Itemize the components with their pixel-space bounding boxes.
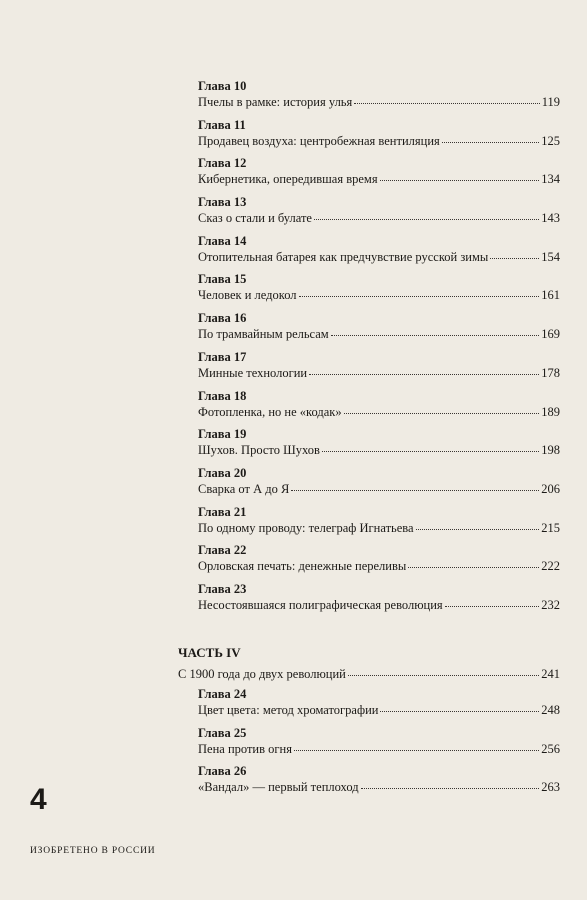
chapter-title: Сварка от А до Я <box>198 481 290 496</box>
dot-leader <box>442 142 539 143</box>
chapter-label: Глава 14 <box>198 233 247 248</box>
toc-entry <box>198 234 560 273</box>
dot-leader <box>408 567 539 568</box>
chapter-label: Глава 16 <box>198 311 247 326</box>
part-title: ЧАСТЬ IV <box>178 645 241 660</box>
chapter-title: Человек и ледокол <box>198 288 297 303</box>
toc-entry <box>198 350 560 389</box>
page-number: 4 <box>30 783 47 816</box>
chapter-line <box>198 250 560 267</box>
chapter-line <box>198 703 560 720</box>
toc-entry <box>198 79 560 118</box>
chapter-line <box>198 134 560 151</box>
chapter-page: 222 <box>541 559 560 574</box>
part-chapters <box>198 687 560 803</box>
chapter-page: 154 <box>541 249 560 264</box>
toc-entry <box>198 726 560 765</box>
chapter-page: 263 <box>541 780 560 795</box>
toc-entry <box>198 118 560 157</box>
chapter-page: 189 <box>541 404 560 419</box>
part-section <box>178 645 560 687</box>
chapter-title: Несостоявшаяся полиграфическая революция <box>198 597 443 612</box>
chapter-line <box>198 95 560 112</box>
toc-entry <box>198 156 560 195</box>
chapter-label: Глава 23 <box>198 581 247 596</box>
chapter-label: Глава 10 <box>198 79 247 93</box>
chapter-line <box>198 366 560 383</box>
chapter-label: Глава 15 <box>198 272 247 287</box>
chapter-line <box>198 327 560 344</box>
chapter-page: 178 <box>541 365 560 380</box>
chapter-title: Минные технологии <box>198 365 308 380</box>
chapter-line <box>198 521 560 538</box>
toc-entry <box>198 389 560 428</box>
chapter-title: Пена против огня <box>198 741 292 756</box>
chapter-line <box>198 482 560 499</box>
chapter-label: Глава 20 <box>198 465 247 480</box>
chapter-title: Орловская печать: денежные переливы <box>198 559 407 574</box>
dot-leader <box>291 490 539 491</box>
dot-leader <box>490 258 539 259</box>
dot-leader <box>344 413 540 414</box>
toc-entry <box>198 543 560 582</box>
chapter-label: Глава 22 <box>198 543 247 558</box>
chapter-line <box>198 598 560 615</box>
chapter-title: Шухов. Просто Шухов <box>198 443 320 458</box>
chapter-line <box>198 559 560 576</box>
chapter-page: 143 <box>541 211 560 226</box>
dot-leader <box>354 103 539 104</box>
chapter-title: По одному проводу: телеграф Игнатьева <box>198 520 414 535</box>
chapter-page: 206 <box>541 481 560 496</box>
chapter-line <box>198 211 560 228</box>
dot-leader <box>416 529 540 530</box>
chapter-title: «Вандал» — первый теплоход <box>198 780 359 795</box>
chapter-page: 215 <box>541 520 560 535</box>
chapter-page: 134 <box>541 172 560 187</box>
chapter-label: Глава 21 <box>198 504 247 519</box>
chapter-line <box>198 405 560 422</box>
chapter-label: Глава 25 <box>198 725 247 740</box>
chapter-label: Глава 19 <box>198 427 247 442</box>
dot-leader <box>322 451 539 452</box>
toc-entry <box>198 311 560 350</box>
toc-entry <box>198 582 560 621</box>
chapter-page: 125 <box>541 133 560 148</box>
dot-leader <box>380 711 539 712</box>
chapter-line <box>198 288 560 305</box>
dot-leader <box>309 374 539 375</box>
chapter-page: 232 <box>541 597 560 612</box>
dot-leader <box>294 750 539 751</box>
chapter-title: Продавец воздуха: центробежная вентиляция <box>198 133 440 148</box>
part-subtitle: С 1900 года до двух революций <box>178 667 346 681</box>
chapter-title: По трамвайным рельсам <box>198 327 329 342</box>
chapter-page: 161 <box>541 288 560 303</box>
chapter-title: Фотопленка, но не «кодак» <box>198 404 342 419</box>
chapter-title: Отопительная батарея как предчувствие русской зимы <box>198 249 489 264</box>
chapter-page: 198 <box>541 443 560 458</box>
dot-leader <box>331 335 540 336</box>
chapter-page: 169 <box>541 327 560 342</box>
chapter-label: Глава 18 <box>198 388 247 403</box>
dot-leader <box>361 788 540 789</box>
toc-entry <box>198 272 560 311</box>
chapter-label: Глава 12 <box>198 156 247 171</box>
chapter-page: 256 <box>541 741 560 756</box>
chapter-title: Кибернетика, опередившая время <box>198 172 378 187</box>
chapter-label: Глава 24 <box>198 687 247 701</box>
dot-leader <box>445 606 540 607</box>
chapter-line <box>198 443 560 460</box>
toc-entry <box>198 505 560 544</box>
table-of-contents <box>198 79 560 621</box>
dot-leader <box>299 296 540 297</box>
chapter-label: Глава 17 <box>198 349 247 364</box>
chapter-title: Цвет цвета: метод хроматографии <box>198 703 379 717</box>
chapter-line <box>198 172 560 189</box>
toc-entry <box>198 195 560 234</box>
running-footer: ИЗОБРЕТЕНО В РОССИИ <box>30 846 156 856</box>
part-line <box>178 667 560 687</box>
chapter-line <box>198 742 560 759</box>
chapter-label: Глава 13 <box>198 195 247 210</box>
chapter-label: Глава 11 <box>198 117 246 132</box>
part-page: 241 <box>541 667 560 681</box>
dot-leader <box>380 180 540 181</box>
toc-entry <box>198 687 560 726</box>
chapter-label: Глава 26 <box>198 764 247 779</box>
chapter-title: Сказ о стали и булате <box>198 211 312 226</box>
chapter-page: 248 <box>541 703 560 717</box>
dot-leader <box>314 219 539 220</box>
chapter-page: 119 <box>541 95 560 109</box>
toc-entry <box>198 764 560 803</box>
toc-entry <box>198 466 560 505</box>
dot-leader <box>348 675 539 676</box>
chapter-title: Пчелы в рамке: история улья <box>198 95 353 109</box>
chapter-line <box>198 780 560 797</box>
toc-entry <box>198 427 560 466</box>
